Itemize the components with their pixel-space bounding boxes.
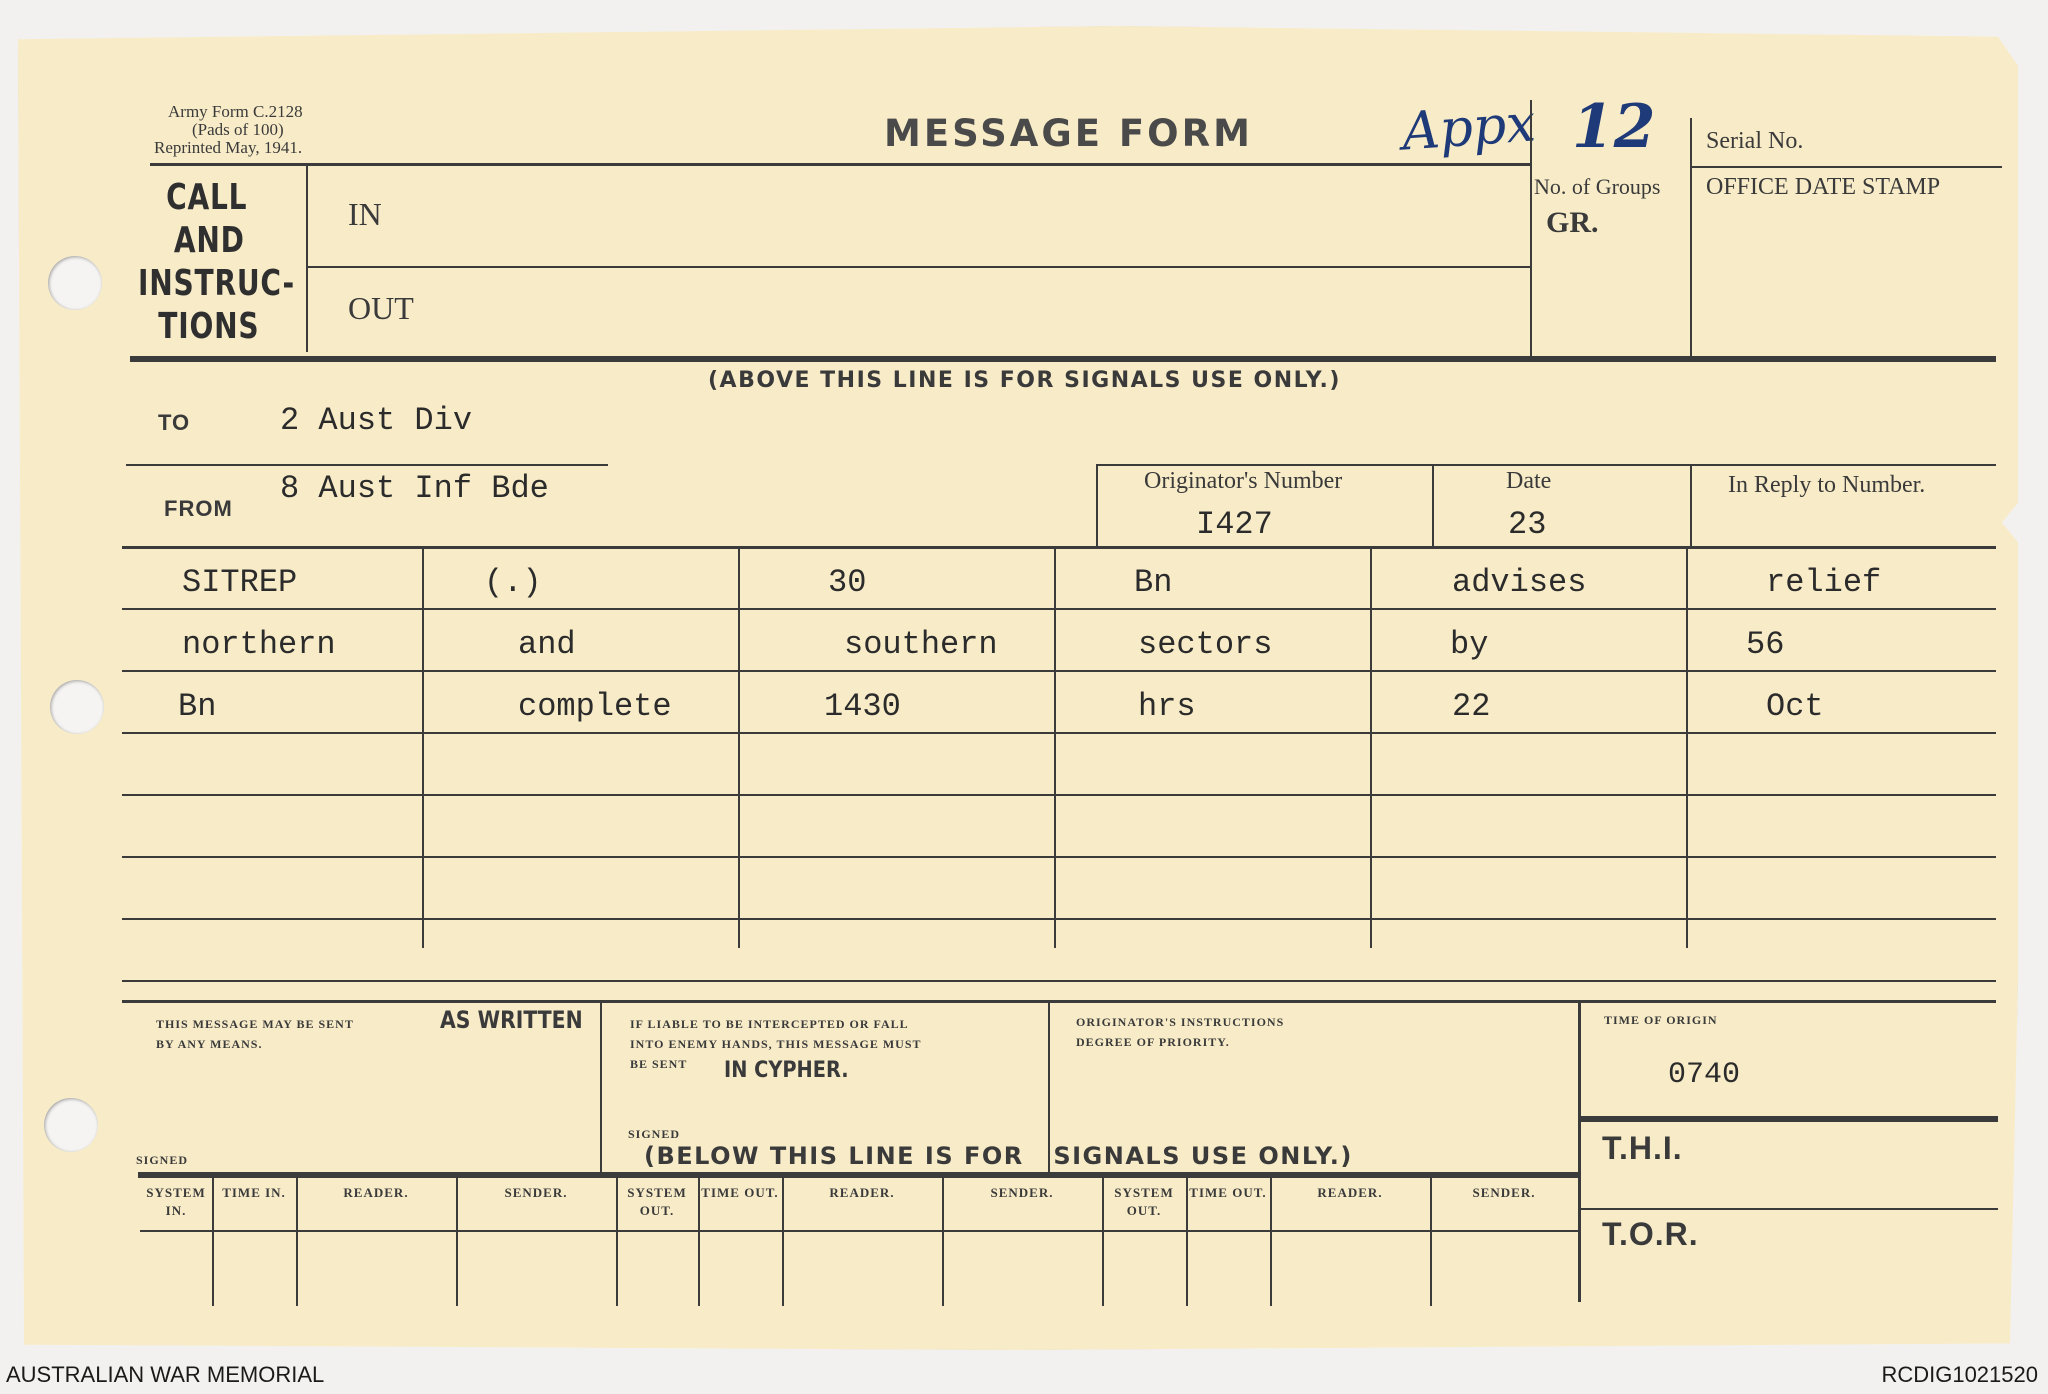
- log-header-cell: SENDER.: [504, 1185, 568, 1200]
- signals-below-note: (BELOW THIS LINE IS FOR SIGNALS USE ONLY.): [644, 1142, 1353, 1170]
- log-column-rule: [1102, 1178, 1104, 1306]
- log-header-cell: READER.: [829, 1185, 895, 1200]
- time-of-origin-label: TIME OF ORIGIN: [1604, 1013, 1718, 1027]
- message-word: 30: [828, 564, 867, 601]
- log-column-rule: [942, 1178, 944, 1306]
- log-header-cell: SENDER.: [1472, 1185, 1536, 1200]
- message-word: 22: [1452, 688, 1491, 725]
- groups-label: No. of Groups: [1534, 174, 1661, 199]
- log-header-cell: SENDER.: [990, 1185, 1054, 1200]
- originators-number-value: I427: [1196, 506, 1273, 543]
- by-any-means: BY ANY MEANS.: [156, 1037, 263, 1051]
- log-column-rule: [212, 1178, 214, 1306]
- call-line-4: TIONS: [158, 306, 260, 347]
- message-word: relief: [1766, 564, 1882, 601]
- log-header-rule: [140, 1230, 1578, 1232]
- call-line-1: CALL: [166, 177, 248, 218]
- message-word: northern: [182, 626, 336, 663]
- army-form-number: Army Form C.2128: [168, 102, 303, 121]
- log-header-cell: TIME IN.: [222, 1185, 286, 1200]
- log-column-rule: [296, 1178, 298, 1306]
- log-column-rule: [1270, 1178, 1272, 1306]
- originator-instructions-label: ORIGINATOR'S INSTRUCTIONS: [1076, 1015, 1285, 1029]
- log-header-cell: SYSTEM OUT.: [1114, 1185, 1174, 1218]
- appendix-number: 12: [1572, 92, 1656, 162]
- log-column-rule: [782, 1178, 784, 1306]
- in-cypher-label: IN CYPHER.: [724, 1058, 849, 1083]
- call-line-2: AND: [173, 220, 245, 261]
- thi-label: T.H.I.: [1602, 1130, 1683, 1166]
- in-label: IN: [348, 196, 382, 232]
- cypher-text-line-3: BE SENT: [630, 1057, 688, 1071]
- message-word: Oct: [1766, 688, 1824, 725]
- message-word: complete: [518, 688, 672, 725]
- message-word: SITREP: [182, 564, 298, 601]
- message-word: 1430: [824, 688, 901, 725]
- log-column-rule: [616, 1178, 618, 1306]
- out-label: OUT: [348, 290, 414, 326]
- message-word: (.): [484, 564, 542, 601]
- log-column-rule: [1430, 1178, 1432, 1306]
- message-word: and: [518, 626, 576, 663]
- pads-note: (Pads of 100): [192, 120, 284, 139]
- log-column-rule: [456, 1178, 458, 1306]
- form-title: MESSAGE FORM: [884, 112, 1253, 155]
- signed-left-label: SIGNED: [136, 1153, 189, 1167]
- time-of-origin-value: 0740: [1668, 1058, 1741, 1092]
- to-label: TO: [158, 410, 191, 435]
- signed-mid-label: SIGNED: [628, 1127, 681, 1141]
- message-word: 56: [1746, 626, 1785, 663]
- originators-number-label: Originator's Number: [1144, 468, 1343, 494]
- as-written-label: AS WRITTEN: [440, 1006, 583, 1034]
- message-word: southern: [844, 626, 998, 663]
- printed-note: Reprinted May, 1941.: [154, 138, 303, 157]
- log-header-cell: SYSTEM IN.: [146, 1185, 206, 1218]
- log-column-rule: [1186, 1178, 1188, 1306]
- message-word: advises: [1452, 564, 1587, 601]
- log-header-cell: TIME OUT.: [1189, 1185, 1267, 1200]
- tor-label: T.O.R.: [1602, 1216, 1699, 1252]
- cypher-text-line-1: IF LIABLE TO BE INTERCEPTED OR FALL: [630, 1017, 909, 1031]
- date-label: Date: [1506, 468, 1552, 494]
- log-header-cell: TIME OUT.: [701, 1185, 779, 1200]
- signals-above-note: (ABOVE THIS LINE IS FOR SIGNALS USE ONLY.): [708, 368, 1341, 393]
- message-word: Bn: [178, 688, 217, 725]
- message-word: by: [1450, 626, 1489, 663]
- in-reply-label: In Reply to Number.: [1728, 472, 1926, 498]
- appendix-label: Appx: [1400, 93, 1538, 163]
- call-line-3: INSTRUC-: [138, 263, 295, 304]
- message-word: sectors: [1138, 626, 1273, 663]
- log-column-rule: [698, 1178, 700, 1306]
- degree-priority-label: DEGREE OF PRIORITY.: [1076, 1035, 1230, 1049]
- office-date-stamp-label: OFFICE DATE STAMP: [1706, 174, 1941, 200]
- serial-number-label: Serial No.: [1706, 128, 1804, 154]
- message-word: Bn: [1134, 564, 1173, 601]
- log-header-cell: READER.: [1317, 1185, 1383, 1200]
- caption-right: RCDIG1021520: [1881, 1362, 2038, 1387]
- caption-left: AUSTRALIAN WAR MEMORIAL: [6, 1362, 325, 1387]
- from-value: 8 Aust Inf Bde: [280, 470, 549, 507]
- cypher-text-line-2: INTO ENEMY HANDS, THIS MESSAGE MUST: [630, 1037, 922, 1051]
- to-value: 2 Aust Div: [280, 402, 473, 439]
- as-written-prefix: THIS MESSAGE MAY BE SENT: [156, 1017, 354, 1031]
- date-value: 23: [1508, 506, 1547, 543]
- groups-abbrev: GR.: [1546, 206, 1599, 239]
- log-header-cell: READER.: [343, 1185, 409, 1200]
- log-header-cell: SYSTEM OUT.: [627, 1185, 687, 1218]
- from-label: FROM: [164, 496, 233, 521]
- message-word: hrs: [1138, 688, 1196, 725]
